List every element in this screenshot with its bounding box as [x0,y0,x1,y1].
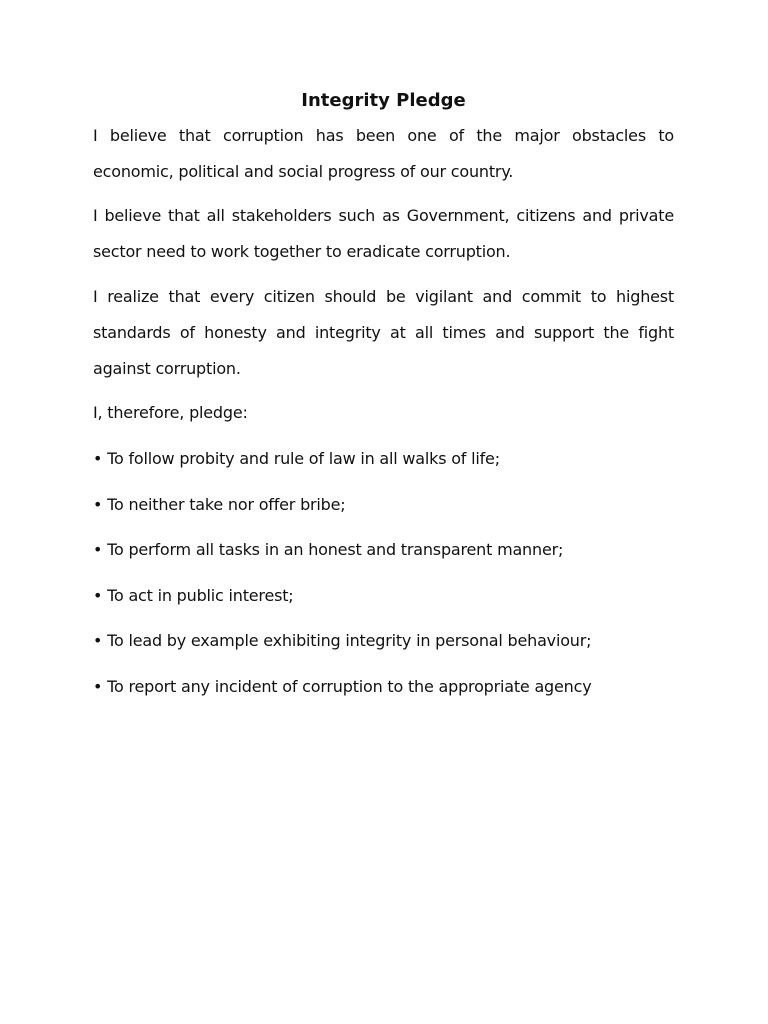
pledge-item-probity: • To follow probity and rule of law in all walks of life; [93,449,500,468]
pledge-item-report-corruption: • To report any incident of corruption to the appropriate agency [93,676,592,696]
document-page [93,0,674,1024]
page-title: Integrity Pledge [301,90,466,111]
pledge-list [93,441,674,714]
paragraph-corruption-obstacle: I believe that corruption has been one of the major obstacles to economic, political and social progress of our country. [93,126,674,181]
paragraph-citizen-vigilance: I realize that every citizen should be vigilant and commit to highest standards of honesty and integrity at all times and support the fight against corruption. [93,287,674,378]
pledge-item-public-interest: • To act in public interest; [93,585,294,605]
paragraph-stakeholders: I believe that all stakeholders such as Government, citizens and private sector need to work together to eradicate corruption. [93,206,674,261]
pledge-item-honest-tasks: • To perform all tasks in an honest and transparent manner; [93,540,564,559]
pledge-item-lead-by-example: • To lead by example exhibiting integrity in personal behaviour; [93,631,592,650]
pledge-item-bribe: • To neither take nor offer bribe; [93,494,346,514]
pledge-intro: I, therefore, pledge: [93,403,248,422]
